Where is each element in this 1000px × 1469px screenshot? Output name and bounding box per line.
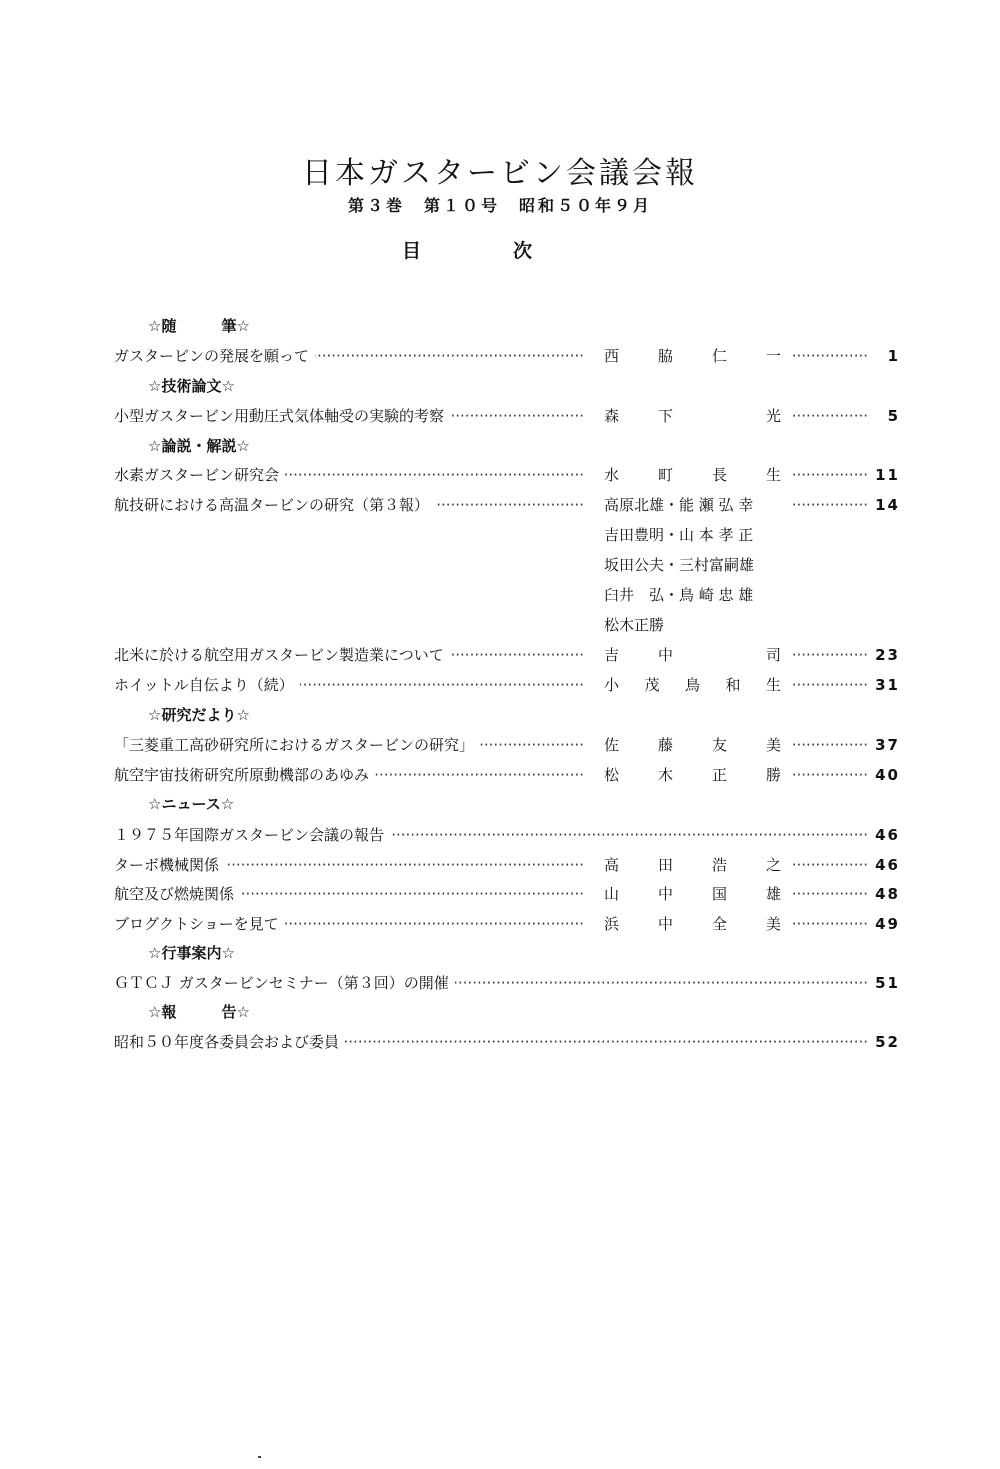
page-number: 5 [887, 407, 900, 425]
toc-author-continuation [0, 551, 1000, 579]
issue-info: 第３巻 第１０号 昭和５０年９月 [347, 196, 652, 215]
toc-section [0, 790, 1000, 818]
toc-entry [0, 731, 1000, 759]
author-char: 美 [766, 736, 782, 754]
section-heading: ☆研究だより☆ [148, 706, 250, 724]
section-heading: ☆ニュース☆ [148, 795, 235, 813]
author-char [712, 402, 728, 430]
leader-dots [792, 880, 868, 908]
page-number: 52 [875, 1033, 900, 1051]
page-number: 37 [875, 736, 900, 754]
toc-entry [0, 969, 1000, 997]
author-char: 脇 [658, 347, 674, 365]
author-char: 生 [766, 676, 782, 694]
page-number: 23 [875, 646, 900, 664]
author-char: 国 [712, 885, 728, 903]
entry-title: 「三菱重工高砂研究所におけるガスタービンの研究」 [114, 731, 480, 759]
entry-title: 航空及び燃焼関係 [114, 880, 240, 908]
page-number: 49 [875, 915, 900, 933]
entry-title: 北米に於ける航空用ガスタービン製造業について [114, 641, 450, 669]
entry-title: 昭和５０年度各委員会および委員 [114, 1028, 345, 1056]
entry-author: 坂田公夫・三村富嗣雄 [604, 556, 755, 574]
page-number: 11 [875, 466, 900, 484]
entry-title: ブログクトショーを見て [114, 910, 285, 938]
entry-title: ターボ機械関係 [114, 851, 225, 879]
scan-speck [258, 1456, 261, 1458]
toc-entry [0, 402, 1000, 430]
entry-author [604, 880, 782, 908]
leader-dots [792, 342, 868, 370]
entry-title: 水素ガスタービン研究会 [114, 461, 285, 489]
section-heading: ☆随 筆☆ [148, 317, 250, 335]
page-number: 31 [875, 676, 900, 694]
page-number: 40 [875, 766, 900, 784]
toc-author-continuation [0, 521, 1000, 549]
author-char: 美 [766, 915, 782, 933]
entry-title: 航空宇宙技術研究所原動機部のあゆみ [114, 761, 375, 789]
author-char: 松 [604, 766, 620, 784]
leader-dots [792, 761, 868, 789]
entry-author: 臼井 弘・鳥 崎 忠 雄 [604, 586, 754, 604]
toc-section [0, 312, 1000, 340]
author-char [712, 641, 728, 669]
page-number: 14 [875, 496, 900, 514]
leader-dots [792, 910, 868, 938]
page-number: 46 [875, 856, 900, 874]
author-char: 雄 [766, 885, 782, 903]
author-char: 小 [604, 676, 620, 694]
toc-section [0, 939, 1000, 967]
author-char: 友 [712, 736, 728, 754]
page-number: 48 [875, 885, 900, 903]
author-char: 正 [712, 766, 728, 784]
leader-dots [792, 461, 868, 489]
author-char: 勝 [766, 766, 782, 784]
author-char: 浜 [604, 915, 620, 933]
toc-entry [0, 821, 1000, 849]
leader-dots [792, 671, 868, 699]
author-char: 生 [766, 466, 782, 484]
entry-author [604, 851, 782, 879]
entry-title: 小型ガスタービン用動圧式気体軸受の実験的考察 [114, 402, 450, 430]
entry-title: 航技研における高温タービンの研究（第３報） [114, 491, 435, 519]
author-char: 吉 [604, 646, 620, 664]
author-char: 中 [658, 885, 674, 903]
entry-title: ガスタービンの発展を願って [114, 342, 315, 370]
author-char: 長 [712, 466, 728, 484]
toc-section [0, 432, 1000, 460]
author-char: 佐 [604, 736, 620, 754]
leader-dots [792, 731, 868, 759]
author-char: 和 [725, 676, 741, 694]
leader-dots [792, 851, 868, 879]
author-char: 下 [658, 407, 674, 425]
author-char: 森 [604, 407, 620, 425]
entry-author [604, 402, 782, 430]
toc-author-continuation [0, 611, 1000, 639]
entry-author [604, 461, 782, 489]
toc-entry [0, 880, 1000, 908]
entry-author: 高原北雄・能 瀬 弘 幸 [604, 496, 754, 514]
entry-author [604, 671, 782, 699]
toc-entry [0, 461, 1000, 489]
toc-entry [0, 851, 1000, 879]
entry-author [604, 342, 782, 370]
toc-entry [0, 1028, 1000, 1056]
author-char: 中 [658, 646, 674, 664]
toc-section [0, 998, 1000, 1026]
author-char: 仁 [712, 347, 728, 365]
entry-title: ホイットル自伝より（続） [114, 671, 300, 699]
page-number: 1 [887, 347, 900, 365]
entry-title: ＧＴＣＪ ガスタービンセミナー（第３回）の開催 [114, 969, 455, 997]
author-char: 司 [766, 646, 782, 664]
toc-entry [0, 910, 1000, 938]
author-char: 茂 [644, 676, 660, 694]
entry-author: 吉田豊明・山 本 孝 正 [604, 526, 754, 544]
contents-heading-char-2: 次 [513, 240, 533, 262]
author-char: 之 [766, 856, 782, 874]
author-char: 町 [658, 466, 674, 484]
author-char: 全 [712, 915, 728, 933]
author-char: 藤 [658, 736, 674, 754]
author-char: 水 [604, 466, 620, 484]
toc-entry [0, 491, 1000, 519]
author-char: 山 [604, 885, 620, 903]
toc-entry [0, 641, 1000, 669]
entry-title: １９７５年国際ガスタービン会議の報告 [114, 821, 390, 849]
entry-author [604, 910, 782, 938]
toc-section [0, 372, 1000, 400]
author-char: 光 [766, 407, 782, 425]
author-char: 浩 [712, 856, 728, 874]
page-number: 51 [875, 974, 900, 992]
toc-entry [0, 342, 1000, 370]
entry-author: 松木正勝 [604, 616, 665, 634]
author-char: 田 [658, 856, 674, 874]
page-number: 46 [875, 826, 900, 844]
toc-entry [0, 671, 1000, 699]
leader-dots [792, 491, 868, 519]
author-char: 鳥 [685, 676, 701, 694]
toc-entry [0, 761, 1000, 789]
contents-heading-char-1: 目 [402, 240, 422, 262]
section-heading: ☆行事案内☆ [148, 944, 235, 962]
journal-title: 日本ガスタービン会議会報 [302, 156, 698, 191]
author-char: 中 [658, 915, 674, 933]
author-char: 高 [604, 856, 620, 874]
leader-dots [792, 402, 868, 430]
entry-author [604, 731, 782, 759]
author-char: 木 [658, 766, 674, 784]
entry-author [604, 641, 782, 669]
leader-dots [792, 641, 868, 669]
section-heading: ☆技術論文☆ [148, 377, 235, 395]
author-char: 西 [604, 347, 620, 365]
section-heading: ☆報 告☆ [148, 1003, 250, 1021]
section-heading: ☆論説・解説☆ [148, 437, 250, 455]
entry-author [604, 761, 782, 789]
toc-section [0, 701, 1000, 729]
toc-author-continuation [0, 581, 1000, 609]
author-char: 一 [766, 347, 782, 365]
